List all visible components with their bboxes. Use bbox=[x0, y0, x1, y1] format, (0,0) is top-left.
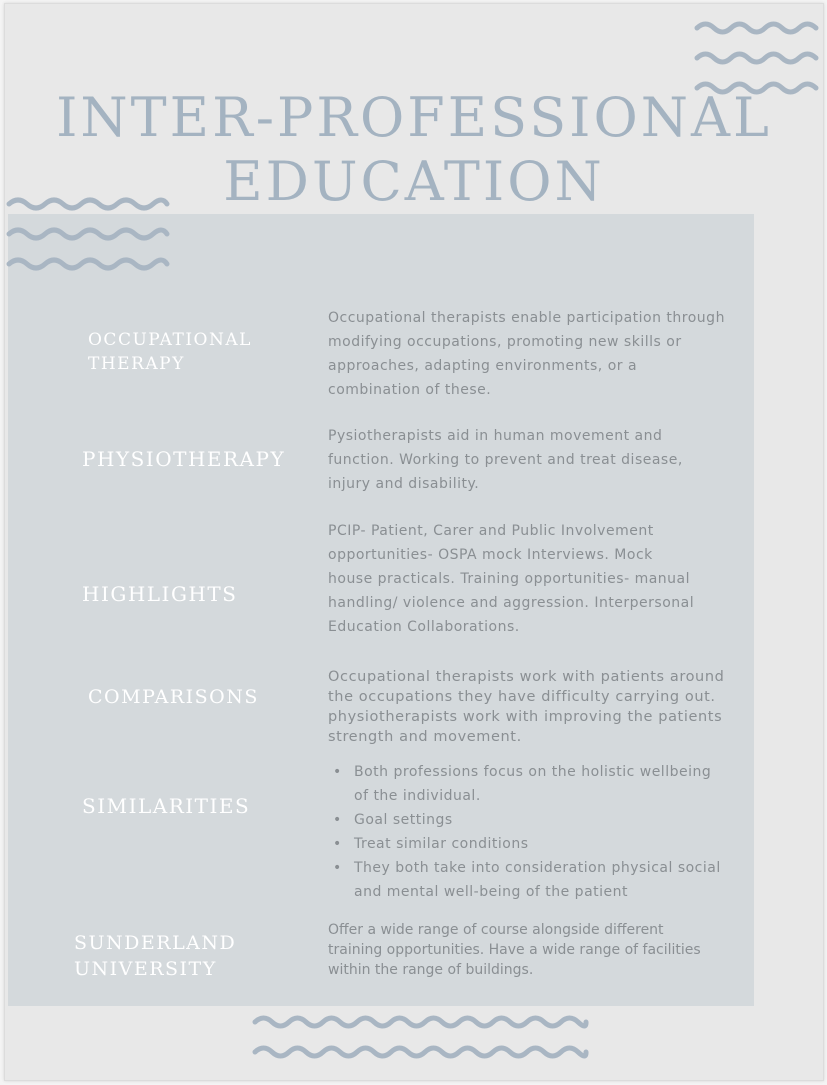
page-title-line-2: EDUCATION bbox=[223, 150, 605, 213]
comparisons-heading: COMPARISONS bbox=[88, 686, 259, 708]
sunderland-university-heading-line-2: UNIVERSITY bbox=[74, 958, 217, 980]
physiotherapy-heading: PHYSIOTHERAPY bbox=[82, 447, 286, 471]
similarities-item-4: • They both take into consideration physical social and mental well-being of the patient bbox=[329, 856, 729, 904]
bottom-waves-decoration bbox=[251, 1010, 591, 1066]
similarities-item-1: • Both professions focus on the holistic wellbeing of the individual. bbox=[329, 760, 729, 808]
document-page bbox=[4, 3, 824, 1081]
occupational-therapy-heading bbox=[88, 328, 252, 376]
similarities-item-3: • Treat similar conditions bbox=[329, 832, 729, 856]
highlights-heading: HIGHLIGHTS bbox=[82, 582, 238, 606]
occupational-therapy-text: Occupational therapists enable participation through modifying occupations, promoting new skills or approaches, adapting environments, or a combination of these. bbox=[328, 310, 725, 398]
page-title-line-1: INTER-PROFESSIONAL bbox=[56, 86, 772, 149]
similarities-heading: SIMILARITIES bbox=[82, 794, 251, 818]
sunderland-university-heading-line-1: SUNDERLAND bbox=[74, 932, 237, 954]
sunderland-university-heading bbox=[74, 930, 236, 982]
sunderland-university-text: Offer a wide range of course alongside different training opportunities. Have a wide range of facilities within the range of buildings. bbox=[328, 922, 701, 978]
similarities-list bbox=[329, 760, 729, 904]
occupational-therapy-heading-line-2: THERAPY bbox=[88, 354, 185, 374]
similarities-item-2: • Goal settings bbox=[329, 808, 729, 832]
physiotherapy-text: Pysiotherapists aid in human movement and function. Working to prevent and treat disease, injury and disability. bbox=[328, 428, 683, 492]
comparisons-text: Occupational therapists work with patients around the occupations they have difficulty carrying out. physiotherapists work with improving the patients strength and movement. bbox=[328, 669, 725, 745]
left-waves-decoration bbox=[5, 194, 171, 280]
occupational-therapy-heading-line-1: OCCUPATIONAL bbox=[88, 330, 252, 350]
highlights-text: PCIP- Patient, Carer and Public Involvement opportunities- OSPA mock Interviews. Mock house practicals. Training opportunities- manual handling/ violence and aggression. Interpersonal Education Collaborations. bbox=[328, 523, 695, 635]
